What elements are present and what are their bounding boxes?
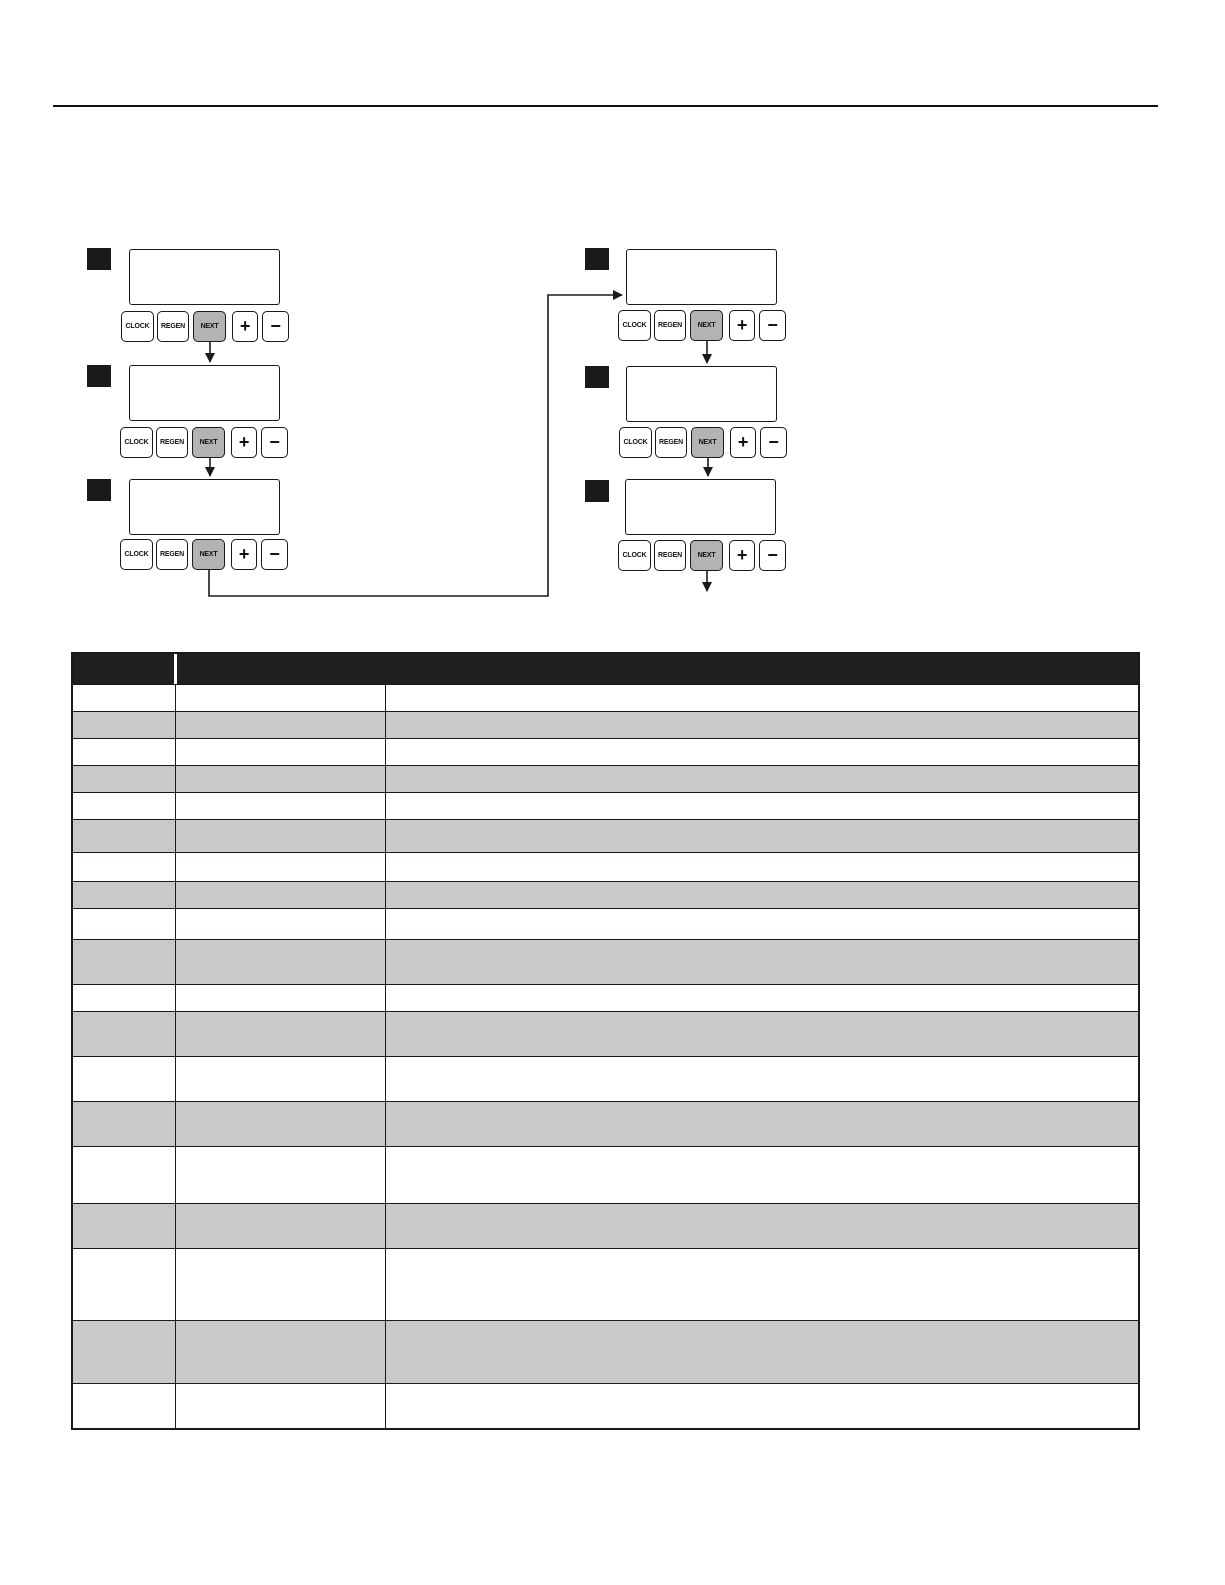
table-cell-code xyxy=(73,820,176,852)
table-cell-code xyxy=(73,1204,176,1248)
table-row xyxy=(73,1249,1138,1321)
table-cell-description xyxy=(386,766,1138,792)
table-row xyxy=(73,1204,1138,1249)
table-cell-setting xyxy=(176,1204,386,1248)
table-cell-description xyxy=(386,1147,1138,1203)
table-cell-code xyxy=(73,1321,176,1383)
table-cell-setting xyxy=(176,793,386,819)
plus-button[interactable]: + xyxy=(232,311,258,342)
next-button[interactable]: NEXT xyxy=(192,427,225,458)
table-cell-description xyxy=(386,1321,1138,1383)
table-row xyxy=(73,766,1138,793)
table-cell-code xyxy=(73,712,176,738)
plus-button[interactable]: + xyxy=(730,427,756,458)
next-button[interactable]: NEXT xyxy=(192,539,225,570)
next-button[interactable]: NEXT xyxy=(193,311,226,342)
table-cell-description xyxy=(386,985,1138,1011)
minus-button[interactable]: − xyxy=(261,539,288,570)
lcd-display-5 xyxy=(626,366,777,422)
clock-button[interactable]: CLOCK xyxy=(619,427,652,458)
table-cell-description xyxy=(386,1102,1138,1146)
step-marker-2 xyxy=(87,365,111,387)
minus-button[interactable]: − xyxy=(261,427,288,458)
regen-button[interactable]: REGEN xyxy=(654,310,686,341)
lcd-display-6 xyxy=(625,479,776,535)
table-cell-setting xyxy=(176,685,386,711)
step-marker-4 xyxy=(585,248,609,270)
clock-button[interactable]: CLOCK xyxy=(618,540,651,571)
table-cell-description xyxy=(386,1384,1138,1428)
table-row xyxy=(73,739,1138,766)
minus-button[interactable]: − xyxy=(760,427,787,458)
table-cell-setting xyxy=(176,853,386,881)
step-marker-3 xyxy=(87,479,111,501)
table-cell-setting xyxy=(176,766,386,792)
table-row xyxy=(73,1384,1138,1428)
table-row xyxy=(73,985,1138,1012)
table-row xyxy=(73,909,1138,940)
table-cell-code xyxy=(73,909,176,939)
table-cell-setting xyxy=(176,1249,386,1320)
table-cell-description xyxy=(386,909,1138,939)
regen-button[interactable]: REGEN xyxy=(157,311,189,342)
table-cell-description xyxy=(386,1249,1138,1320)
step-marker-5 xyxy=(585,366,609,388)
table-cell-code xyxy=(73,1249,176,1320)
keypad-5 xyxy=(619,427,794,461)
table-cell-setting xyxy=(176,1384,386,1428)
table-cell-setting xyxy=(176,820,386,852)
table-cell-code xyxy=(73,1147,176,1203)
keypad-3 xyxy=(120,539,295,573)
table-cell-code xyxy=(73,793,176,819)
table-cell-description xyxy=(386,1057,1138,1101)
keypad-2 xyxy=(120,427,295,461)
lcd-display-3 xyxy=(129,479,280,535)
minus-button[interactable]: − xyxy=(759,310,786,341)
table-cell-setting xyxy=(176,1102,386,1146)
table-cell-description xyxy=(386,793,1138,819)
keypad-6 xyxy=(618,540,793,574)
header-divider xyxy=(174,654,177,684)
table-cell-code xyxy=(73,882,176,908)
regen-button[interactable]: REGEN xyxy=(654,540,686,571)
table-cell-code xyxy=(73,1102,176,1146)
table-cell-description xyxy=(386,1204,1138,1248)
table-cell-code xyxy=(73,1057,176,1101)
table-body xyxy=(73,685,1138,1428)
minus-button[interactable]: − xyxy=(262,311,289,342)
table-cell-setting xyxy=(176,1057,386,1101)
table-header xyxy=(73,654,1138,685)
table-cell-code xyxy=(73,985,176,1011)
next-button[interactable]: NEXT xyxy=(690,540,723,571)
regen-button[interactable]: REGEN xyxy=(156,427,188,458)
step-marker-6 xyxy=(585,480,609,502)
next-button[interactable]: NEXT xyxy=(690,310,723,341)
regen-button[interactable]: REGEN xyxy=(156,539,188,570)
table-cell-setting xyxy=(176,739,386,765)
plus-button[interactable]: + xyxy=(729,540,755,571)
lcd-display-4 xyxy=(626,249,777,305)
plus-button[interactable]: + xyxy=(729,310,755,341)
table-cell-description xyxy=(386,739,1138,765)
clock-button[interactable]: CLOCK xyxy=(121,311,154,342)
table-cell-code xyxy=(73,685,176,711)
clock-button[interactable]: CLOCK xyxy=(120,427,153,458)
table-row xyxy=(73,882,1138,909)
regen-button[interactable]: REGEN xyxy=(655,427,687,458)
clock-button[interactable]: CLOCK xyxy=(618,310,651,341)
table-row xyxy=(73,820,1138,853)
table-row xyxy=(73,1102,1138,1147)
table-row xyxy=(73,1321,1138,1384)
table-cell-setting xyxy=(176,1147,386,1203)
table-row xyxy=(73,685,1138,712)
step-marker-1 xyxy=(87,248,111,270)
table-cell-description xyxy=(386,940,1138,984)
table-row xyxy=(73,940,1138,985)
table-cell-code xyxy=(73,766,176,792)
table-cell-code xyxy=(73,1384,176,1428)
header-rule xyxy=(53,105,1158,107)
table-cell-setting xyxy=(176,1012,386,1056)
minus-button[interactable]: − xyxy=(759,540,786,571)
table-row xyxy=(73,712,1138,739)
table-row xyxy=(73,793,1138,820)
table-cell-code xyxy=(73,1012,176,1056)
table-cell-description xyxy=(386,853,1138,881)
next-button[interactable]: NEXT xyxy=(691,427,724,458)
table-cell-code xyxy=(73,739,176,765)
table-cell-description xyxy=(386,712,1138,738)
keypad-4 xyxy=(618,310,793,344)
lcd-display-1 xyxy=(129,249,280,305)
table-cell-description xyxy=(386,820,1138,852)
plus-button[interactable]: + xyxy=(231,427,257,458)
table-row xyxy=(73,1012,1138,1057)
table-cell-code xyxy=(73,853,176,881)
table-cell-setting xyxy=(176,1321,386,1383)
table-row xyxy=(73,853,1138,882)
table-row xyxy=(73,1147,1138,1204)
table-cell-description xyxy=(386,882,1138,908)
lcd-display-2 xyxy=(129,365,280,421)
clock-button[interactable]: CLOCK xyxy=(120,539,153,570)
table-cell-setting xyxy=(176,712,386,738)
table-cell-setting xyxy=(176,940,386,984)
settings-table xyxy=(71,652,1140,1430)
table-cell-setting xyxy=(176,882,386,908)
plus-button[interactable]: + xyxy=(231,539,257,570)
table-cell-setting xyxy=(176,909,386,939)
table-cell-code xyxy=(73,940,176,984)
keypad-1 xyxy=(121,311,296,345)
table-row xyxy=(73,1057,1138,1102)
table-cell-setting xyxy=(176,985,386,1011)
table-cell-description xyxy=(386,685,1138,711)
table-cell-description xyxy=(386,1012,1138,1056)
